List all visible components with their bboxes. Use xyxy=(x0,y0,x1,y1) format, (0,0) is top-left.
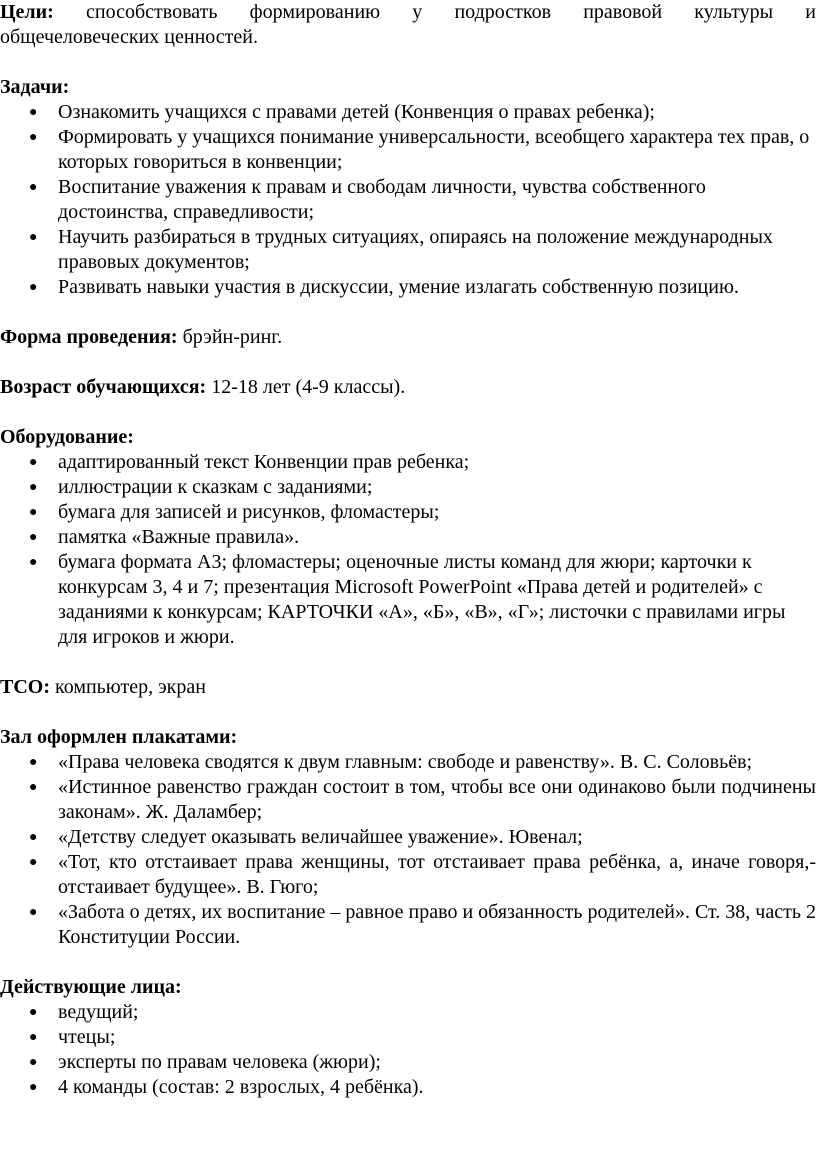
bullet-icon: ● xyxy=(29,555,38,570)
bullet-icon: ● xyxy=(29,230,38,245)
age-label: Возраст обучающихся: xyxy=(0,376,207,398)
list-item: ● 4 команды (состав: 2 взрослых, 4 ребёнка). xyxy=(29,1076,424,1098)
list-item: ● Формировать у учащихся понимание универсальности, всеобщего характера тех прав, о которых говориться в конвенции; xyxy=(29,126,810,173)
bullet-icon: ● xyxy=(29,1005,38,1020)
bullet-icon: ● xyxy=(29,480,38,495)
list-item: ● адаптированный текст Конвенции прав ребенка; xyxy=(29,451,470,473)
bullet-icon: ● xyxy=(29,105,38,120)
list-item: ● бумага для записей и рисунков, фломастеры; xyxy=(29,501,440,523)
goals-line-1 xyxy=(0,0,816,25)
list-item: ● памятка «Важные правила». xyxy=(29,526,300,548)
list-item: ● эксперты по правам человека (жюри); xyxy=(29,1051,381,1073)
list-item: ● иллюстрации к сказкам с заданиями; xyxy=(29,476,373,498)
bullet-icon: ● xyxy=(29,780,38,795)
list-item: ● ведущий; xyxy=(29,1001,139,1023)
form-label: Форма проведения: xyxy=(0,326,178,348)
characters-list xyxy=(0,1000,816,1100)
characters-label: Действующие лица: xyxy=(0,976,182,998)
age-value: 12-18 лет (4-9 классы). xyxy=(211,376,406,398)
list-item: ● бумага формата А3; фломастеры; оценочные листы команд для жюри; карточки к конкурсам 3, 4 и 7; презентация Microsoft PowerPoint «Права детей и родителей» с заданиями к конкурсам; КАРТОЧКИ «А», «Б», «В», «Г»; листочки с правилами игры для игроков и жюри. xyxy=(29,551,786,648)
list-item: ● Воспитание уважения к правам и свободам личности, чувства собственного достоинства, справедливости; xyxy=(29,176,706,223)
bullet-icon: ● xyxy=(29,455,38,470)
form-value: брэйн-ринг. xyxy=(182,326,283,348)
bullet-icon: ● xyxy=(29,280,38,295)
list-item: ● «Права человека сводятся к двум главным: свободе и равенству». В. С. Соловьёв; xyxy=(29,751,753,773)
equipment-label: Оборудование: xyxy=(0,426,134,448)
bullet-icon: ● xyxy=(29,905,38,920)
tasks-list xyxy=(0,100,816,300)
posters-label: Зал оформлен плакатами: xyxy=(0,726,238,748)
form-line xyxy=(0,325,816,350)
goals-line-2: общечеловеческих ценностей. xyxy=(0,26,258,48)
list-item: ● Ознакомить учащихся с правами детей (Конвенция о правах ребенка); xyxy=(29,101,655,123)
posters-list xyxy=(0,750,816,950)
goals-label: Цели: xyxy=(0,1,54,23)
bullet-icon: ● xyxy=(29,180,38,195)
list-item: ● «Детству следует оказывать величайшее уважение». Ювенал; xyxy=(29,826,583,848)
bullet-icon: ● xyxy=(29,505,38,520)
goals-text-1: способствовать формированию у подростков правовой культуры и xyxy=(86,1,816,23)
bullet-icon: ● xyxy=(29,1030,38,1045)
bullet-icon: ● xyxy=(29,755,38,770)
list-item: ● чтецы; xyxy=(29,1026,116,1048)
bullet-icon: ● xyxy=(29,130,38,145)
tasks-label: Задачи: xyxy=(0,76,70,98)
age-line xyxy=(0,375,816,400)
bullet-icon: ● xyxy=(29,830,38,845)
bullet-icon: ● xyxy=(29,1080,38,1095)
tso-line xyxy=(0,675,816,700)
equipment-list xyxy=(0,450,816,650)
list-item: ● Развивать навыки участия в дискуссии, умение излагать собственную позицию. xyxy=(29,276,739,298)
bullet-icon: ● xyxy=(29,530,38,545)
list-item: ● Научить разбираться в трудных ситуациях, опираясь на положение международных правовых документов; xyxy=(29,226,773,273)
list-item: ● «Истинное равенство граждан состоит в том, чтобы все они одинаково были подчинены законам». Ж. Даламбер; xyxy=(29,776,816,823)
tso-label: ТСО: xyxy=(0,676,50,698)
list-item: ● «Забота о детях, их воспитание – равное право и обязанность родителей». Ст. 38, часть 2 Конституции России. xyxy=(29,901,816,948)
bullet-icon: ● xyxy=(29,855,38,870)
tso-value: компьютер, экран xyxy=(55,676,206,698)
list-item: ● «Тот, кто отстаивает права женщины, тот отстаивает права ребёнка, а, иначе говоря,- отстаивает будущее». В. Гюго; xyxy=(29,851,816,898)
bullet-icon: ● xyxy=(29,1055,38,1070)
